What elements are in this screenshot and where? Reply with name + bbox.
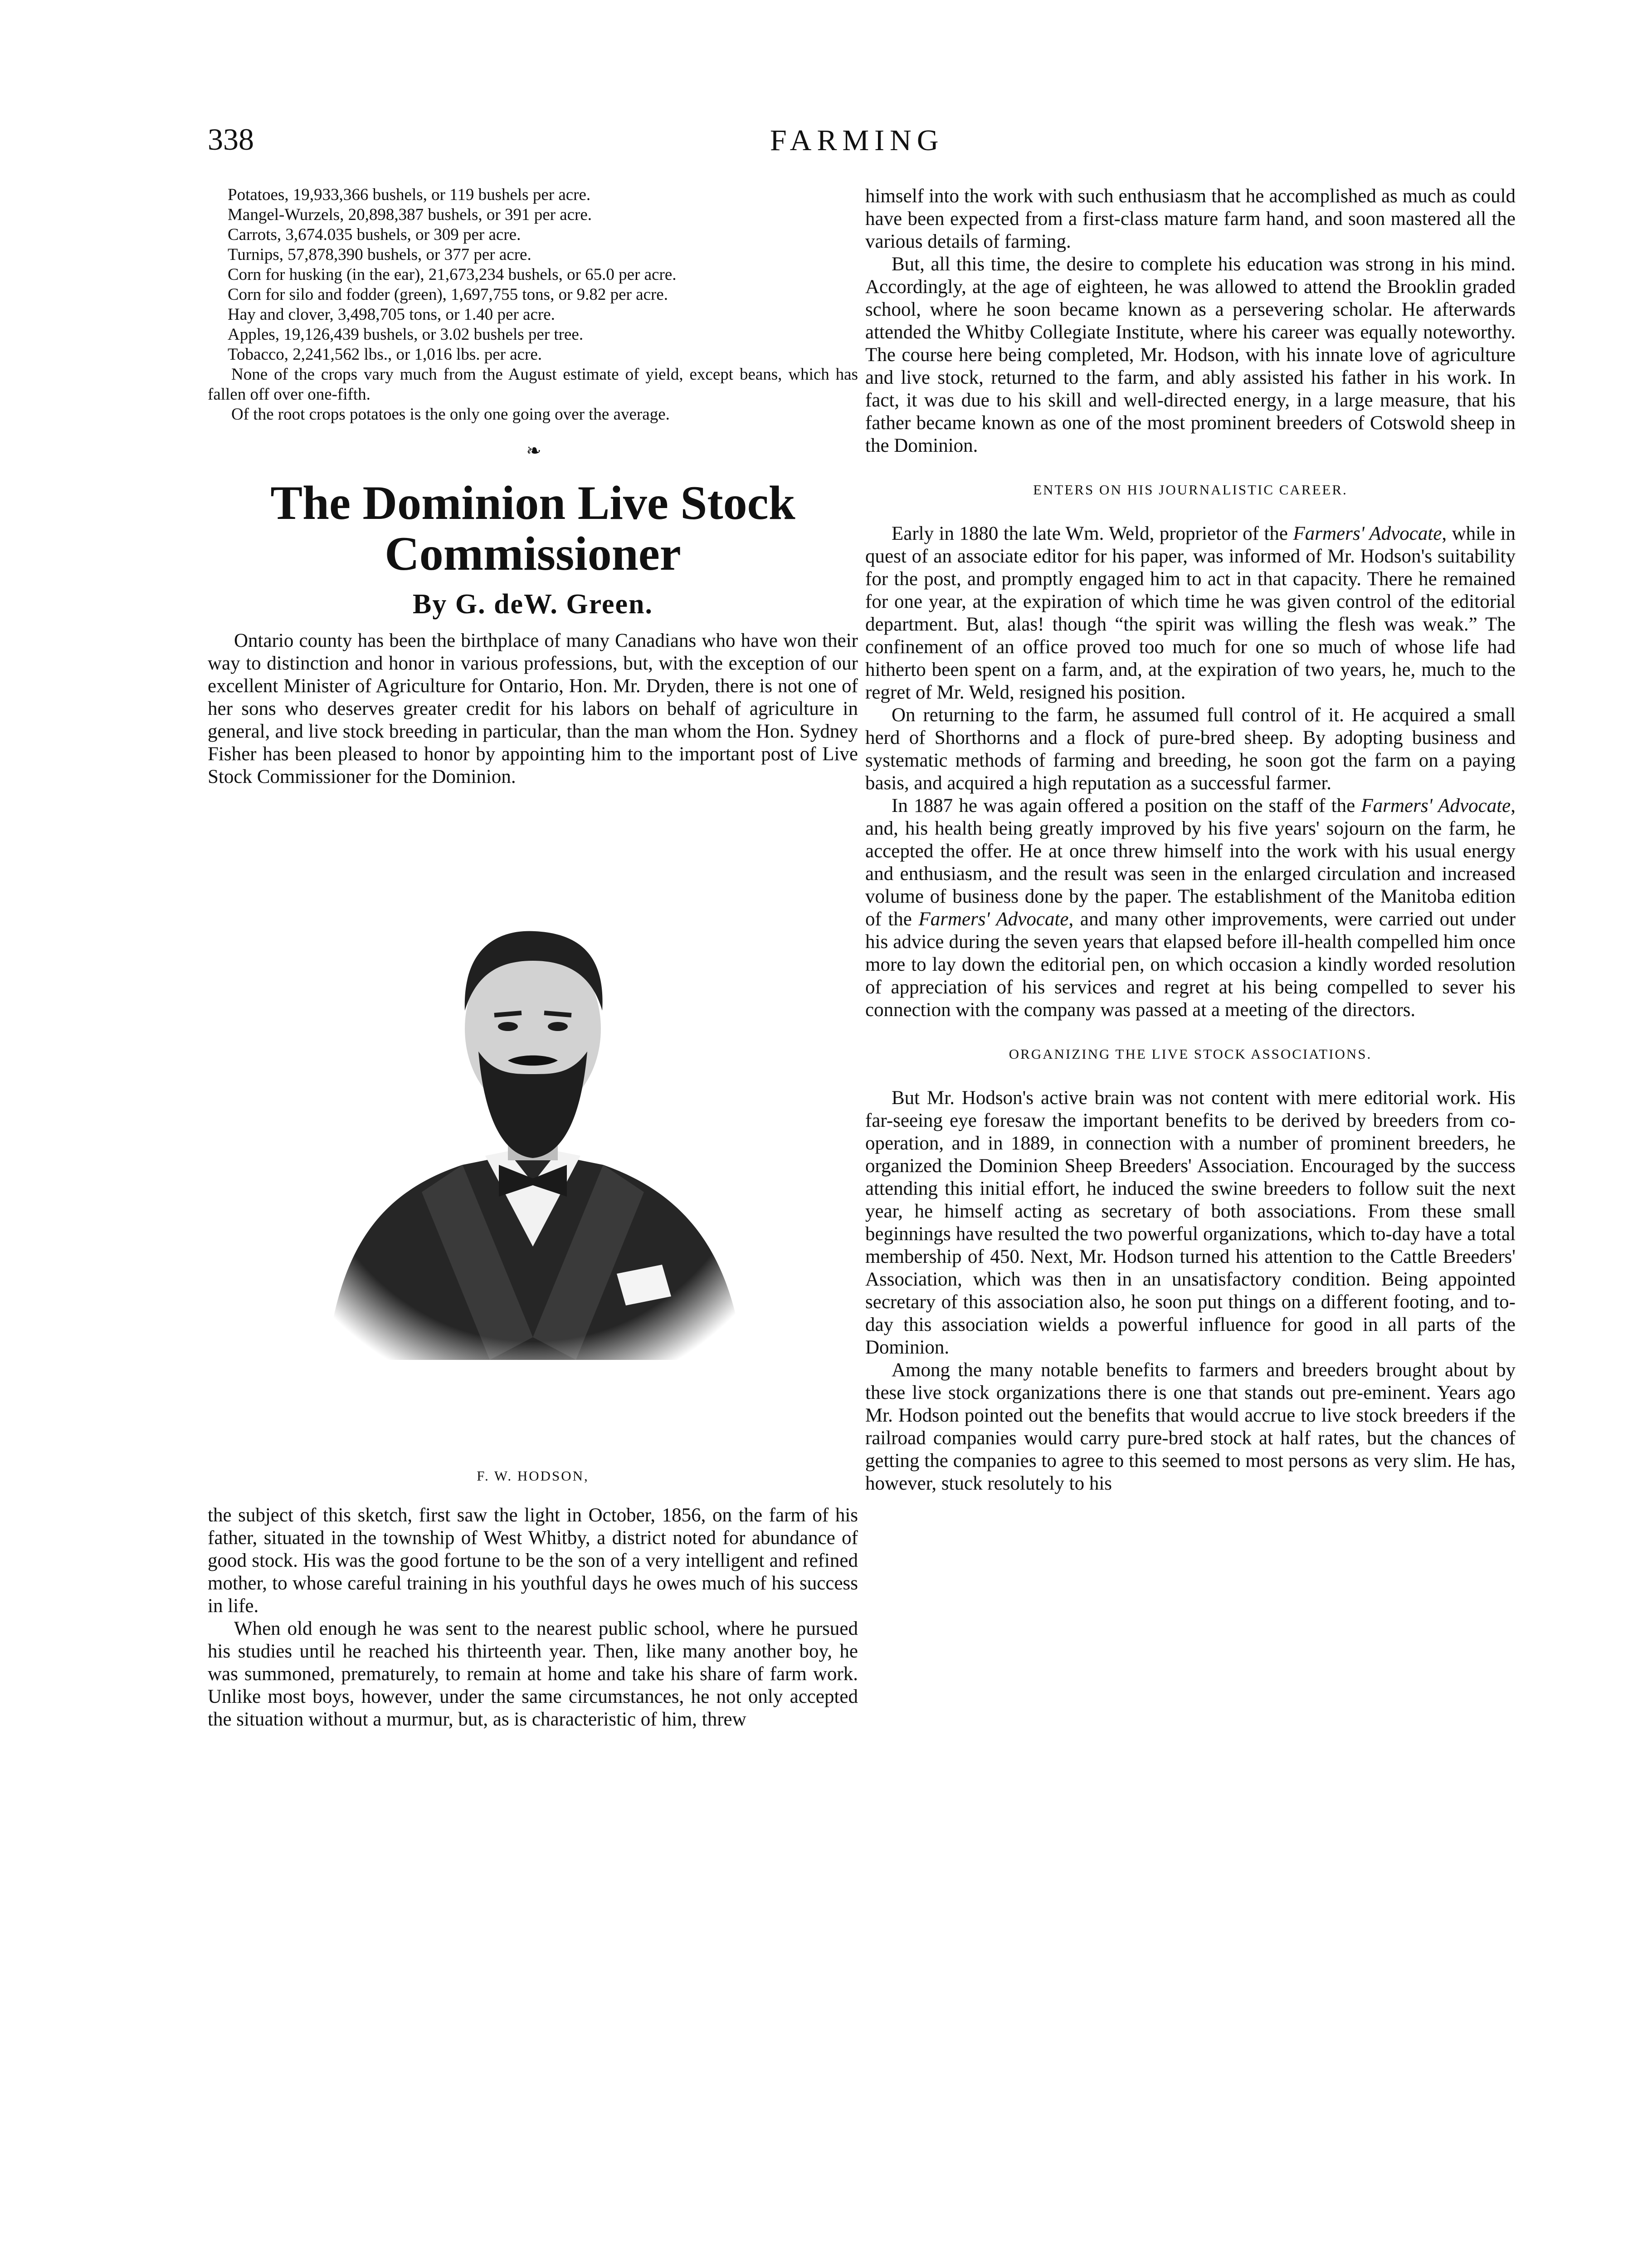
list-item: Turnips, 57,878,390 bushels, or 377 per acre.: [228, 245, 531, 264]
running-head: FARMING: [770, 124, 944, 157]
list-item: Tobacco, 2,241,562 lbs., or 1,016 lbs. per acre.: [228, 345, 542, 364]
paragraph: When old enough he was sent to the nearest public school, where he pursued his studies until he reached his thirteenth year. Then, like many another boy, he was summoned, prematurely, to remain at home and take his share of farm work. Unlike most boys, however, under the same circumstances, he not only accepted the situation without a murmur, but, as is characteristic of him, threw: [208, 1618, 858, 1730]
section-heading: ORGANIZING THE LIVE STOCK ASSOCIATIONS.: [1009, 1046, 1372, 1062]
list-item: Mangel-Wurzels, 20,898,387 bushels, or 391 per acre.: [228, 205, 592, 224]
paragraph: the subject of this sketch, first saw the light in October, 1856, on the farm of his father, situated in the township of West Whitby, a district noted for abundance of good stock. His was the good fortune to be the son of a very intelligent and refined mother, to whose careful training in his youthful days he owes much of his success in life.: [208, 1505, 858, 1617]
list-item: Potatoes, 19,933,366 bushels, or 119 bushels per acre.: [228, 186, 591, 204]
portrait-image: [272, 838, 794, 1374]
text-run: In 1887 he was again offered a position on the staff of the: [892, 795, 1361, 816]
page-number: 338: [208, 122, 254, 156]
paragraph: But Mr. Hodson's active brain was not content with mere editorial work. His far-seeing eye foresaw the important benefits to be derived by breeders from co-operation, and in 1889, in connection with a number of prominent breeders, he organized the Dominion Sheep Breeders' Association. Encouraged by the success attending this initial effort, he induced the swine breeders to follow suit the next year, he himself acting as secretary of both associations. From these small beginnings have resulted the two powerful organizations, which to-day have a total membership of 450. Next, Mr. Hodson turned his attention to the Cattle Breeders' Association, which was then in an unsatisfactory condition. Being appointed secretary of this association also, he soon put things on a different footing, and to-day this association wields a powerful influence for good in all parts of the Dominion.: [865, 1087, 1516, 1358]
stats-note: None of the crops vary much from the August estimate of yield, except beans, which has fallen off over one-fifth.: [208, 365, 858, 404]
text-run: , while in quest of an associate editor for his paper, was informed of Mr. Hodson's suitability for the post, and promptly engaged him to act in that capacity. There he remained for one year, at the expiration of which time he was given control of the editorial department. But, alas! though “the spirit was willing the flesh was weak.” The confinement of an office proved too much for one so much of whose life had hitherto been spent on a farm, and, at the expiration of two years, he, much to the regret of Mr. Weld, resigned his position.: [865, 523, 1516, 703]
list-item: Carrots, 3,674.035 bushels, or 309 per acre.: [228, 225, 521, 244]
paragraph: But, all this time, the desire to complete his education was strong in his mind. Accordingly, at the age of eighteen, he was allowed to attend the Brooklin graded school, where he soon became known as a persevering scholar. He afterwards attended the Whitby Collegiate Institute, where his career was equally noteworthy. The course here being completed, Mr. Hodson, with his innate love of agriculture and live stock, returned to the farm, and ably assisted his father in his work. In fact, it was due to his skill and well-directed energy, in a large measure, that his father became known as one of the most prominent breeders of Cotswold sheep in the Dominion.: [865, 254, 1516, 456]
list-item: Corn for silo and fodder (green), 1,697,755 tons, or 9.82 per acre.: [228, 285, 668, 304]
paragraph: On returning to the farm, he assumed full control of it. He acquired a small herd of Shorthorns and a flock of pure-bred sheep. By adopting business and systematic methods of farming and breeding, he soon got the farm on a paying basis, and acquired a high reputation as a successful farmer.: [865, 704, 1516, 794]
publication-title: Farmers' Advocate: [1361, 795, 1511, 816]
paragraph: Ontario county has been the birthplace of many Canadians who have won their way to distinction and honor in various professions, but, with the exception of our excellent Minister of Agriculture for Ontario, Hon. Mr. Dryden, there is not one of her sons who deserves greater credit for his labors on behalf of agriculture in general, and live stock breeding in particular, than the man whom the Hon. Sydney Fisher has been pleased to honor by appointing him to the important post of Live Stock Commissioner for the Dominion.: [208, 630, 858, 787]
left-column: [208, 185, 858, 1731]
paragraph: Among the many notable benefits to farmers and breeders brought about by these live stock organizations there is one that stands out pre-eminent. Years ago Mr. Hodson pointed out the benefits that would accrue to live stock breeders if the railroad companies would carry pure-bred stock at half rates, but the chances of getting the companies to agree to this seemed to most persons as very slim. He has, however, stuck resolutely to his: [865, 1359, 1516, 1494]
portrait-illustration: [272, 838, 794, 1374]
text-run: Early in 1880 the late Wm. Weld, proprietor of the: [892, 523, 1293, 544]
paragraph: [865, 795, 1516, 1022]
stats-note: Of the root crops potatoes is the only one going over the average.: [231, 405, 670, 424]
article-title: The Dominion Live Stock Commissioner: [270, 476, 795, 580]
portrait-caption: F. W. HODSON,: [477, 1468, 589, 1484]
list-item: Hay and clover, 3,498,705 tons, or 1.40 per acre.: [228, 305, 555, 324]
text-run: , and, his health being greatly improved by his five years' sojourn on the farm, he accepted the offer. He at once threw himself into the work with his usual energy and enthusiasm, and the result was seen in the enlarged circulation and increased volume of business done by the paper. The establishment of the Manitoba edition of the: [865, 795, 1516, 930]
right-column: [865, 185, 1516, 1495]
publication-title: Farmers' Advocate: [918, 909, 1069, 930]
crop-statistics-list: [208, 185, 858, 365]
ornament-icon: ❧: [526, 440, 540, 461]
publication-title: Farmers' Advocate: [1293, 523, 1442, 544]
text-run: , and many other improvements, were carried out under his advice during the seven years that elapsed before ill-health compelled him once more to lay down the editorial pen, on which occasion a kindly worded resolution of appreciation of his services and regret at his being compelled to sever his connection with the company was passed at a meeting of the directors.: [865, 909, 1516, 1021]
paragraph: himself into the work with such enthusiasm that he accomplished as much as could have been expected from a first-class mature farm hand, and soon mastered all the various details of farming.: [865, 186, 1516, 252]
section-heading: ENTERS ON HIS JOURNALISTIC CAREER.: [1033, 482, 1348, 498]
list-item: Corn for husking (in the ear), 21,673,234 bushels, or 65.0 per acre.: [228, 265, 677, 284]
list-item: Apples, 19,126,439 bushels, or 3.02 bushels per tree.: [228, 325, 584, 344]
byline: By G. deW. Green.: [412, 589, 653, 620]
paragraph: [865, 523, 1516, 704]
